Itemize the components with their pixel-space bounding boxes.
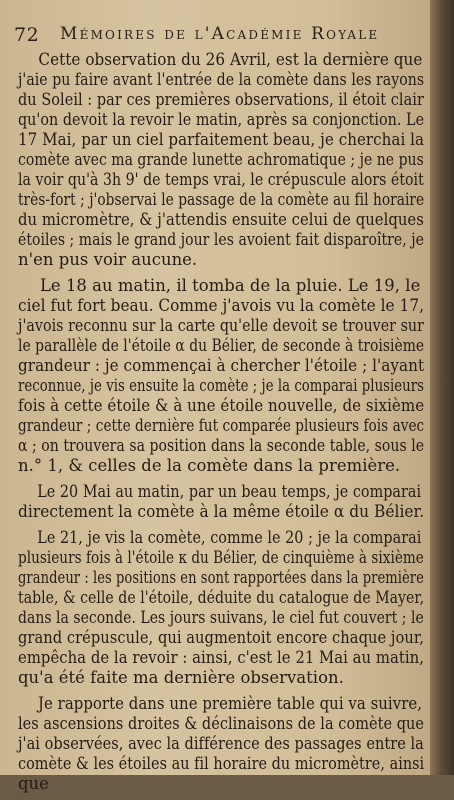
text-line: dans la seconde. Les jours suivans, le ciel fut couvert ; le <box>18 608 424 627</box>
text-line: plusieurs fois à l'étoile κ du Bélier, de cinquième à sixième <box>18 548 424 567</box>
paragraph <box>18 276 426 476</box>
paragraph <box>18 528 426 688</box>
text-line: directement la comète à la même étoile α du Bélier. <box>18 502 425 521</box>
text-line: grandeur : les positions en sont rapportées dans la première <box>18 568 424 587</box>
text-line: étoiles ; mais le grand jour les avoient fait disparoître, je <box>18 230 424 249</box>
text-line: 17 Mai, par un ciel parfaitement beau, je cherchai la <box>18 130 425 149</box>
text-line: j'aie pu faire avant l'entrée de la comète dans les rayons <box>18 70 425 89</box>
text-line: n'en pus voir aucune. <box>18 250 198 269</box>
text-line: Cette observation du 26 Avril, est la dernière que <box>38 50 423 69</box>
text-line: les ascensions droites & déclinaisons de la comète que <box>18 714 424 733</box>
text-line: du Soleil : par ces premières observations, il étoit clair <box>18 90 424 109</box>
text-line: très-fort ; j'observai le passage de la comète au fil horaire <box>18 190 425 209</box>
text-line: n.° 1, & celles de la comète dans la première. <box>18 456 401 475</box>
paragraph <box>18 482 426 522</box>
text-line: grandeur : je commençai à chercher l'étoile ; l'ayant <box>18 356 425 375</box>
page-edge <box>430 0 454 775</box>
text-line: que <box>18 774 49 793</box>
text-line: Je rapporte dans une première table qui va suivre, <box>37 694 423 713</box>
text-line: table, & celle de l'étoile, déduite du catalogue de Mayer, <box>18 588 425 607</box>
text-line: Le 20 Mai au matin, par un beau temps, je comparai <box>37 482 422 501</box>
text-line: le parallèle de l'étoile α du Bélier, de seconde à troisième <box>18 336 425 355</box>
paragraph <box>18 694 426 794</box>
text-line: j'ai observées, avec la différence des passages entre la <box>18 734 424 753</box>
text-line: empêcha de la revoir : ainsi, c'est le 21 Mai au matin, <box>18 648 425 667</box>
paragraph <box>18 50 426 270</box>
text-body <box>18 50 426 800</box>
text-line: comète & les étoiles au fil horaire du micromètre, ainsi <box>18 754 425 773</box>
text-line: Le 21, je vis la comète, comme le 20 ; je la comparai <box>37 528 422 547</box>
text-line: comète avec ma grande lunette achromatique ; je ne pus <box>18 150 424 169</box>
text-line: du micromètre, & j'attendis ensuite celui de quelques <box>18 210 424 229</box>
page-header <box>14 24 434 48</box>
running-title: Mémoires de l'Académie Royale <box>60 24 380 44</box>
text-line: grand crépuscule, qui augmentoit encore chaque jour, <box>18 628 424 647</box>
text-line: α ; on trouvera sa position dans la seconde table, sous le <box>18 436 425 455</box>
page-number: 72 <box>14 24 40 46</box>
text-line: j'avois reconnu sur la carte qu'elle devoit se trouver sur <box>18 316 424 335</box>
text-line: Le 18 au matin, il tomba de la pluie. Le 19, le <box>40 276 421 295</box>
text-line: reconnue, je vis ensuite la comète ; je la comparai plusieurs <box>18 376 424 395</box>
text-line: grandeur ; cette dernière fut comparée plusieurs fois avec <box>18 416 425 435</box>
text-line: fois à cette étoile & à une étoile nouvelle, de sixième <box>18 396 425 415</box>
text-line: la voir qu'à 3h 9' de temps vrai, le crépuscule alors étoit <box>18 170 424 189</box>
text-line: ciel fut fort beau. Comme j'avois vu la comète le 17, <box>18 296 425 315</box>
text-line: qu'on devoit la revoir le matin, après sa conjonction. Le <box>18 110 425 129</box>
text-line: qu'a été faite ma dernière observation. <box>18 668 344 687</box>
